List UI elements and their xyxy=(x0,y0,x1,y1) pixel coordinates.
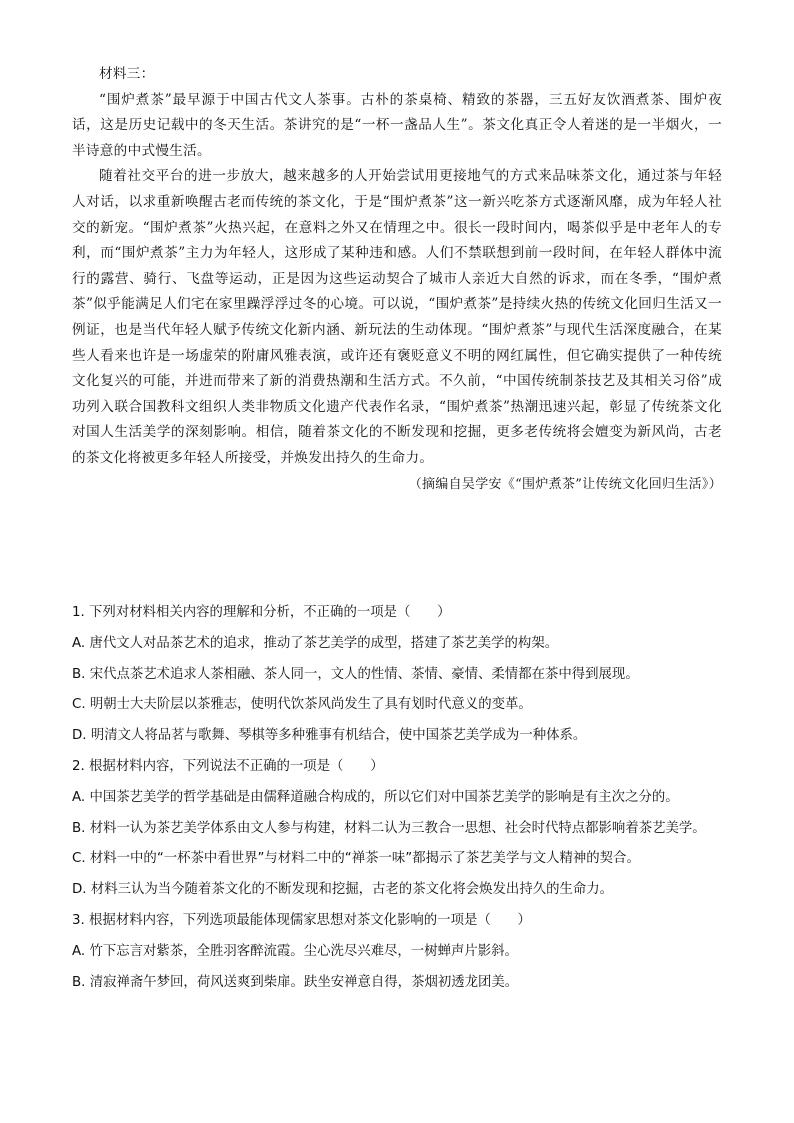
question-option: C. 明朝士大夫阶层以茶雅志，使明代饮茶风尚发生了具有划时代意义的变革。 xyxy=(72,697,532,713)
question-stem: 1. 下列对材料相关内容的理解和分析，不正确的一项是（ ） xyxy=(72,605,451,620)
question-option: A. 唐代文人对品茶艺术的追求，推动了茶艺美学的成型，搭建了茶艺美学的构架。 xyxy=(72,635,559,651)
material-heading: 材料三： xyxy=(99,66,155,82)
material-paragraph-2: 随着社交平台的进一步放大，越来越多的人开始尝试用更接地气的方式来品味茶文化，通过茶与年轻人对话，以求重新唤醒古老而传统的茶文化，于是“围炉煮茶”这一新兴吃茶方式逐渐风靡，成为年轻人社交的新宠。“围炉煮茶”火热兴起，在意料之外又在情理之中。很长一段时间内，喝茶似乎是中老年人的专利，而“围炉煮茶”主力为年轻人，这形成了某种违和感。人们不禁联想到前一段时间，在年轻人群体中流行的露营、骑行、飞盘等运动，正是因为这些运动契合了城市人亲近大自然的诉求，而在冬季，“围炉煮茶”似乎能满足人们宅在家里躁浮浮过冬的心境。可以说，“围炉煮茶”是持续火热的传统文化回归生活又一例证，也是当代年轻人赋予传统文化新内涵、新玩法的生动体现。“围炉煮茶”与现代生活深度融合，在某些人看来也许是一场虚荣的附庸风雅表演，或许还有褒贬意义不明的网红属性，但它确实提供了一种传统文化复兴的可能，并进而带来了新的消费热潮和生活方式。不久前，“中国传统制茶技艺及其相关习俗”成功列入联合国教科文组织人类非物质文化遗产代表作名录，“围炉煮茶”热潮迅速兴起，彰显了传统茶文化对国人生活美学的深刻影响。相信，随着茶文化的不断发现和挖掘，更多老传统将会嬗变为新风尚，古老的茶文化将被更多年轻人所接受，并焕发出持久的生命力。 xyxy=(72,168,722,466)
question-option: A. 中国茶艺美学的哲学基础是由儒释道融合构成的，所以它们对中国茶艺美学的影响是有主次之分的。 xyxy=(72,789,679,805)
question-stem: 2. 根据材料内容，下列说法不正确的一项是（ ） xyxy=(72,758,384,774)
material-source-citation: （摘编自吴学安《“围炉煮茶”让传统文化回归生活》） xyxy=(408,476,722,492)
question-option: B. 清寂禅斋午梦回，荷风送爽到柴扉。趺坐安禅意自得，茶烟初透龙团美。 xyxy=(72,974,519,990)
question-option: D. 材料三认为当今随着茶文化的不断发现和挖掘，古老的茶文化将会焕发出持久的生命力。 xyxy=(72,882,614,898)
question-option: D. 明清文人将品茗与歌舞、琴棋等多种雅事有机结合，使中国茶艺美学成为一种体系。 xyxy=(72,728,587,744)
question-option: B. 材料一认为茶艺美学体系由文人参与构建，材料二认为三教合一思想、社会时代特点都影响着茶艺美学。 xyxy=(72,820,706,836)
question-option: B. 宋代点茶艺术追求人茶相融、茶人同一，文人的性情、茶情、豪情、柔情都在茶中得到展现。 xyxy=(72,666,639,682)
question-stem: 3. 根据材料内容，下列选项最能体现儒家思想对茶文化影响的一项是（ ） xyxy=(72,912,531,928)
questions-section xyxy=(72,598,722,998)
question-3 xyxy=(72,906,722,998)
material-three-section xyxy=(72,62,722,497)
question-option: A. 竹下忘言对紫茶，全胜羽客醉流霞。尘心洗尽兴难尽，一树蝉声片影斜。 xyxy=(72,943,518,959)
question-option: C. 材料一中的“一杯茶中看世界”与材料二中的“禅茶一味”都揭示了茶艺美学与文人精神的契合。 xyxy=(72,851,640,867)
question-2 xyxy=(72,752,722,906)
material-paragraph-1: “围炉煮茶”最早源于中国古代文人茶事。古朴的茶桌椅、精致的茶器，三五好友饮酒煮茶、围炉夜话，这是历史记载中的冬天生活。茶讲究的是“一杯一盏品人生”。茶文化真正令人着迷的是一半烟火，一半诗意的中式慢生活。 xyxy=(72,91,722,159)
question-1 xyxy=(72,598,722,752)
